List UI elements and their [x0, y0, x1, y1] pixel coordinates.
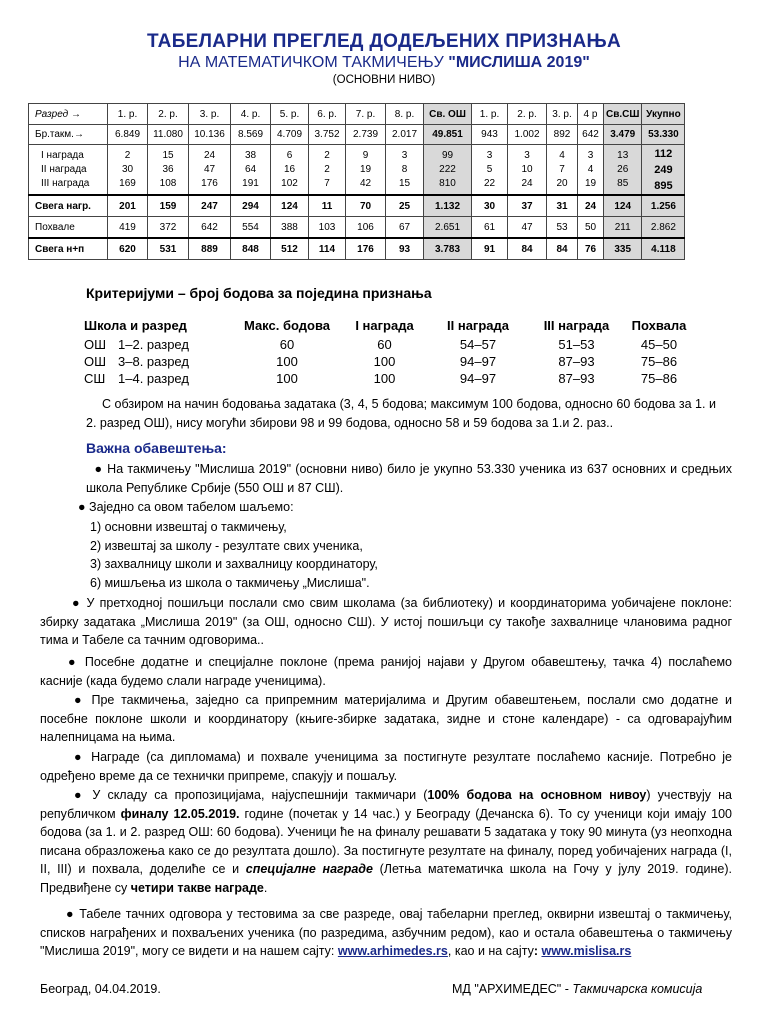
table-cell: 91	[472, 238, 508, 260]
row-label: Бр.такм.→	[29, 125, 108, 145]
table-row	[29, 195, 685, 217]
table-cell: 25	[386, 195, 424, 217]
criteria-cell: ОШ	[84, 354, 107, 369]
table-cell: 84	[508, 238, 547, 260]
table-cell: 67	[386, 217, 424, 239]
table-cell: 37	[508, 195, 547, 217]
table-cell	[472, 145, 508, 196]
table-cell: Укупно	[642, 104, 685, 125]
award-count: 24	[521, 177, 533, 189]
criteria-cell: 60	[279, 337, 295, 352]
award-count: 2	[124, 149, 131, 161]
table-cell	[604, 145, 642, 196]
table-cell: 106	[346, 217, 386, 239]
table-cell: 3. р.	[547, 104, 578, 125]
criteria-cell: 75–86	[640, 371, 678, 386]
table-cell: 8. р.	[386, 104, 424, 125]
table-cell: 24	[578, 195, 604, 217]
table-cell: 11	[309, 195, 346, 217]
notice-p8-c: :	[533, 944, 542, 958]
table-cell: Св. ОШ	[424, 104, 472, 125]
notice-p8-a: Табеле тачних одговора у тестовима за све разреде, овај табеларни преглед, оквирни извештај о такмичењу, списков награђених и похваљених ученика (по разредима, азбучним редом), као и остала обавештења о такмичењу "Мислиша 2019", могу се видети и на нашем сајту:	[40, 907, 732, 958]
arhimedes-link[interactable]: www.arhimedes.rs	[337, 944, 448, 958]
criteria-row	[84, 336, 694, 353]
criteria-cell: 45–50	[640, 337, 678, 352]
award-count: 3	[401, 149, 408, 161]
criteria-header: Похвала	[631, 317, 687, 333]
award-count: 85	[617, 177, 629, 189]
award-count: 6	[286, 149, 293, 161]
award-count: 10	[521, 163, 533, 175]
award-count: 13	[617, 149, 629, 161]
notice-p4: ● Посебне додатне и специјалне поклоне (према ранијој најави у Другом обавештењу, тачка 4) послаћемо касније (када будемо слали награде ученицима).	[40, 655, 732, 688]
table-cell: 620	[108, 238, 148, 260]
table-cell: 8.569	[231, 125, 271, 145]
table-cell	[231, 145, 271, 196]
notice-p3-text: У претходној пошиљци послали смо свим школама (за библиотеку) и координаторима уобичајене поклоне: збирку задатака „Мислиша 2019" (за ОШ, односно СШ). У истој пошиљци су такође захвалнице члановима радног тима и Табеле са тачним одговорима..	[40, 596, 732, 647]
table-cell	[508, 145, 547, 196]
award-count: 42	[359, 177, 372, 189]
notice-p3: ● У претходној пошиљци послали смо свим школама (за библиотеку) и координаторима уобичајене поклоне: збирку задатака „Мислиша 2019" (за ОШ, односно СШ). У истој пошиљци су такође захвалнице члановима радног тима и Табеле са тачним одговорима..	[40, 596, 732, 647]
award-count: 15	[162, 149, 174, 161]
notice-p7-b: 100% бодова на основном нивоу	[427, 788, 647, 802]
award-count: 99	[441, 149, 454, 161]
criteria-cell: 54–57	[459, 337, 497, 352]
criteria-header: I награда	[355, 317, 414, 333]
table-cell: 512	[271, 238, 309, 260]
criteria-header: Макс. бодова	[243, 317, 331, 333]
notice-p7-a: У складу са пропозицијама, најуспешнији такмичари (	[92, 788, 428, 802]
award-count: 7	[324, 177, 330, 189]
row-label: Свега н+п	[29, 238, 108, 260]
notice-p8-b: , као и на сајту	[447, 944, 534, 958]
criteria-note: С обзиром на начин бодовања задатака (3, 4, 5 бодова; максимум 100 бодова, односно 60 бодова за 1. и 2. разред ОШ), нису могући збирови 98 и 99 бодова, односно 58 и 59 бодова за 1.и 2. раз..	[86, 397, 716, 430]
row-label	[29, 145, 108, 196]
criteria-cell: 94–97	[459, 371, 497, 386]
table-cell: 76	[578, 238, 604, 260]
notice-p7-d: финалу 12.05.2019.	[120, 806, 240, 821]
notice-p6: ● Награде (са дипломама) и похвале ученицима за постигнуте резултате послаћемо касније. Потребно је одређено време да се технички припреме, спакују и пошаљу.	[40, 750, 732, 783]
table-cell: 103	[309, 217, 346, 239]
row-label: Похвале	[29, 217, 108, 239]
table-cell	[148, 145, 189, 196]
criteria-cell: 1–2. разред	[118, 337, 189, 352]
table-cell: 294	[231, 195, 271, 217]
mislisa-link[interactable]: www.mislisa.rs	[541, 944, 632, 958]
table-cell: 419	[108, 217, 148, 239]
criteria-cell: 75–86	[640, 354, 678, 369]
table-cell: 1.132	[424, 195, 472, 217]
award-count: 249	[654, 163, 673, 176]
table-cell: 7. р.	[346, 104, 386, 125]
results-table	[28, 103, 685, 260]
table-cell: 93	[386, 238, 424, 260]
award-label: III награда	[41, 177, 90, 189]
notice-p7-f: специјалне награде	[245, 862, 373, 876]
table-cell: 201	[108, 195, 148, 217]
table-cell: 247	[189, 195, 231, 217]
notice-p5: ● Пре такмичења, заједно са припремним материјалима и Другим обавештењем, послали смо додатне и посебне поклоне школи и координатору (књиге-збирке задатака, зидне и стоне календаре) - са одговарајућим налепницама на њима.	[40, 693, 733, 744]
notice-p7-c: ) учествују на републичком	[40, 788, 733, 821]
subtitle-prefix: НА МАТЕМАТИЧКОМ ТАКМИЧЕЊУ	[178, 54, 449, 71]
table-cell: 2. р.	[508, 104, 547, 125]
row-label: Свега нагр.	[29, 195, 108, 217]
award-count: 26	[617, 163, 629, 175]
criteria-cell: ОШ	[84, 337, 107, 352]
row-label: Разред →	[29, 104, 108, 125]
table-cell: 3. р.	[189, 104, 231, 125]
table-cell: 61	[472, 217, 508, 239]
table-cell	[578, 145, 604, 196]
award-count: 222	[439, 163, 456, 175]
table-cell: 124	[604, 195, 642, 217]
award-count: 19	[584, 177, 597, 189]
notice-p1: ● На такмичењу "Мислиша 2019" (основни ниво) било је укупно 53.330 ученика из 637 основних и средњих школа Републике Србије (550 ОШ и 87 СШ).	[86, 462, 732, 495]
table-cell	[108, 145, 148, 196]
table-cell: 31	[547, 195, 578, 217]
table-cell: 3.479	[604, 125, 642, 145]
award-count: 7	[559, 163, 565, 175]
award-count: 36	[162, 163, 174, 175]
award-count: 47	[203, 163, 216, 175]
notice-p7-g: (Летња математичка школа на Гочу у јулу 2019. године). Предвиђене су	[40, 862, 732, 895]
table-cell: 388	[271, 217, 309, 239]
footer-date: Београд, 04.04.2019.	[40, 982, 161, 996]
notice-list	[90, 518, 690, 592]
table-row	[29, 125, 685, 145]
table-cell: 53	[547, 217, 578, 239]
criteria-cell: 94–97	[459, 354, 497, 369]
table-cell	[189, 145, 231, 196]
table-cell: 3.783	[424, 238, 472, 260]
table-cell: 372	[148, 217, 189, 239]
level-label: (ОСНОВНИ НИВО)	[332, 74, 436, 86]
notice-p8: ● Табеле тачних одговора у тестовима за све разреде, овај табеларни преглед, оквирни извештај о такмичењу, списков награђених и похваљених ученика (по разредима, азбучним редом), као и остала обавештења о такмичењу "Мислиша 2019", могу се видети и на нашем сајту: www.arhimedes.rs, као и на сајту: www.mislisa.rs	[40, 907, 732, 958]
criteria-title: Критеријуми – број бодова за поједина признања	[86, 285, 432, 301]
award-count: 4	[587, 163, 594, 175]
criteria-table	[84, 314, 694, 387]
table-cell: 1.256	[642, 195, 685, 217]
award-count: 2	[324, 149, 330, 161]
criteria-cell: 100	[373, 354, 396, 369]
table-cell: 176	[346, 238, 386, 260]
award-count: 895	[654, 179, 673, 192]
table-row	[29, 238, 685, 260]
criteria-cell: СШ	[84, 371, 106, 386]
table-cell: 2.651	[424, 217, 472, 239]
table-cell: 114	[309, 238, 346, 260]
table-cell: 4.118	[642, 238, 685, 260]
criteria-cell: 60	[377, 337, 392, 352]
footer-org	[452, 982, 702, 996]
criteria-header: II награда	[447, 317, 509, 333]
table-cell: 11.080	[148, 125, 189, 145]
notice-p2: ● Заједно са овом табелом шаљемо:	[78, 500, 294, 514]
award-count: 3	[524, 149, 530, 161]
table-cell: 531	[148, 238, 189, 260]
criteria-row	[84, 353, 694, 370]
criteria-header: III награда	[543, 317, 610, 333]
award-count: 20	[556, 177, 568, 189]
award-count: 19	[359, 163, 372, 175]
page-title: ТАБЕЛАРНИ ПРЕГЛЕД ДОДЕЉЕНИХ ПРИЗНАЊА	[146, 31, 622, 52]
table-cell: 1.002	[508, 125, 547, 145]
notice-p2-text: Заједно са овом табелом шаљемо:	[89, 500, 294, 514]
criteria-cell: 100	[373, 371, 396, 386]
criteria-cell: 100	[276, 354, 298, 369]
table-cell	[424, 145, 472, 196]
notice-p1-text: На такмичењу "Мислиша 2019" (основни ниво) било је укупно 53.330 ученика из 637 основних и средњих школа Републике Србије (550 ОШ и 87 СШ).	[86, 462, 732, 495]
award-count: 4	[559, 149, 565, 161]
award-count: 191	[242, 177, 259, 189]
notice-p4-text: Посебне додатне и специјалне поклоне (према ранијој најави у Другом обавештењу, тачка 4) послаћемо касније (када будемо слали награде ученицима).	[40, 655, 732, 688]
table-cell: 124	[271, 195, 309, 217]
table-cell: 4 р	[578, 104, 604, 125]
list-item: 1) основни извештај о такмичењу,	[90, 520, 287, 534]
award-count: 8	[401, 163, 408, 175]
footer-org-name: МД "АРХИМЕДЕС" -	[452, 982, 573, 996]
page-subtitle	[0, 54, 768, 72]
list-item: 2) извештај за школу - резултате свих ученика,	[90, 538, 363, 553]
table-cell: 554	[231, 217, 271, 239]
table-row	[29, 217, 685, 239]
footer-commission: Такмичарска комисија	[572, 982, 703, 996]
criteria-cell: 3–8. разред	[118, 354, 189, 369]
award-count: 64	[244, 163, 257, 175]
award-count: 3	[486, 149, 493, 161]
award-count: 24	[203, 149, 216, 161]
table-cell: 159	[148, 195, 189, 217]
award-label: I награда	[41, 149, 84, 161]
table-cell	[547, 145, 578, 196]
criteria-header-row	[84, 314, 694, 336]
table-cell: 84	[547, 238, 578, 260]
table-cell: 2.739	[346, 125, 386, 145]
notices-title: Важна обавештења:	[86, 440, 227, 456]
table-cell: 1. р.	[472, 104, 508, 125]
criteria-cell: 87–93	[558, 371, 595, 386]
table-cell: 889	[189, 238, 231, 260]
notice-p7: ● У складу са пропозицијама, најуспешнији такмичари (100% бодова на основном нивоу) учествују на републичком финалу 12.05.2019. године (почетак у 14 час.) у Београду (Дечанска 6). То су ученици који имају 100 бодова (за 1. и 2. разред ОШ: 60 бодова). Ученици ће на финалу решавати 5 задатака у току 90 минута (уз неопходна писана образложења како се до резултата дошло). За постигнуте резултате на финалу, поред уобичајених награда (I, II, III) и похвала, доделиће се и специјалне награде (Летња математичка школа на Гочу у јулу 2019. године). Предвиђене су четири такве награде.	[40, 788, 733, 895]
list-item: 6) мишљења из школа о такмичењу „Мислиша".	[90, 575, 370, 590]
criteria-row	[84, 370, 694, 387]
table-cell: 49.851	[424, 125, 472, 145]
award-count: 2	[324, 163, 330, 175]
award-count: 16	[283, 163, 296, 175]
table-row	[29, 145, 685, 196]
criteria-cell: 100	[276, 371, 298, 386]
criteria-cell: 1–4. разред	[118, 371, 189, 386]
table-cell: 30	[472, 195, 508, 217]
table-cell: 2.017	[386, 125, 424, 145]
award-count: 169	[119, 177, 136, 189]
table-cell: 47	[508, 217, 547, 239]
table-cell: 4. р.	[231, 104, 271, 125]
table-cell	[346, 145, 386, 196]
notice-p7-i: .	[263, 880, 268, 895]
criteria-cell: 51–53	[558, 337, 595, 352]
criteria-cell: 87–93	[558, 354, 595, 369]
table-cell	[642, 145, 685, 196]
award-count: 22	[483, 177, 496, 189]
table-cell: 50	[578, 217, 604, 239]
table-cell: 2. р.	[148, 104, 189, 125]
table-cell	[271, 145, 309, 196]
subtitle-competition: "МИСЛИША 2019"	[448, 54, 590, 71]
table-cell: 642	[578, 125, 604, 145]
award-count: 112	[654, 147, 673, 160]
award-count: 108	[159, 177, 177, 189]
table-cell: 2.862	[642, 217, 685, 239]
criteria-header: Школа и разред	[84, 317, 187, 333]
table-row	[29, 104, 685, 125]
award-count: 176	[201, 177, 218, 189]
table-cell	[386, 145, 424, 196]
notice-p7-h: четири такве награде	[130, 880, 264, 895]
notice-p7-e: године (почетак у 14 час.) у Београду (Дечанска 6). То су ученици који имају 100 бодова (за 1. и 2. разред ОШ: 60 бодова). Ученици ће на финалу решавати 5 задатака у току 90 минута (уз неопходна писана образложења како се до резултата дошло). За постигнуте резултате на финалу, поред уобичајених награда (I, II, III) и похвала, доделиће се и	[40, 806, 733, 876]
table-cell: 848	[231, 238, 271, 260]
table-cell: 943	[472, 125, 508, 145]
table-cell: 211	[604, 217, 642, 239]
award-label: II награда	[41, 163, 87, 175]
table-cell: 53.330	[642, 125, 685, 145]
table-cell: Св.СШ	[604, 104, 642, 125]
table-cell: 5. р.	[271, 104, 309, 125]
notice-p5-text: Пре такмичења, заједно са припремним материјалима и Другим обавештењем, послали смо додатне и посебне поклоне школи и координатору (књиге-збирке задатака, зидне и стоне календаре) - са одговарајућим налепницама на њима.	[40, 693, 733, 744]
list-item: 3) захвалницу школи и захвалницу координатору,	[90, 557, 378, 571]
award-count: 9	[362, 149, 369, 161]
table-cell: 70	[346, 195, 386, 217]
award-count: 30	[121, 163, 134, 175]
table-cell: 1. р.	[108, 104, 148, 125]
table-cell: 4.709	[271, 125, 309, 145]
award-count: 5	[486, 163, 493, 175]
table-cell: 892	[547, 125, 578, 145]
table-cell: 10.136	[189, 125, 231, 145]
table-cell: 642	[189, 217, 231, 239]
award-count: 15	[398, 177, 411, 189]
award-count: 102	[281, 177, 298, 189]
table-cell: 3.752	[309, 125, 346, 145]
table-cell	[309, 145, 346, 196]
award-count: 810	[439, 177, 456, 189]
award-count: 3	[587, 149, 594, 161]
table-cell: 335	[604, 238, 642, 260]
award-count: 38	[244, 149, 257, 161]
table-cell: 6.849	[108, 125, 148, 145]
notice-p6-text: Награде (са дипломама) и похвале ученицима за постигнуте резултате послаћемо касније. Потребно је одређено време да се технички припреме, спакују и пошаљу.	[40, 750, 732, 783]
table-cell: 6. р.	[309, 104, 346, 125]
